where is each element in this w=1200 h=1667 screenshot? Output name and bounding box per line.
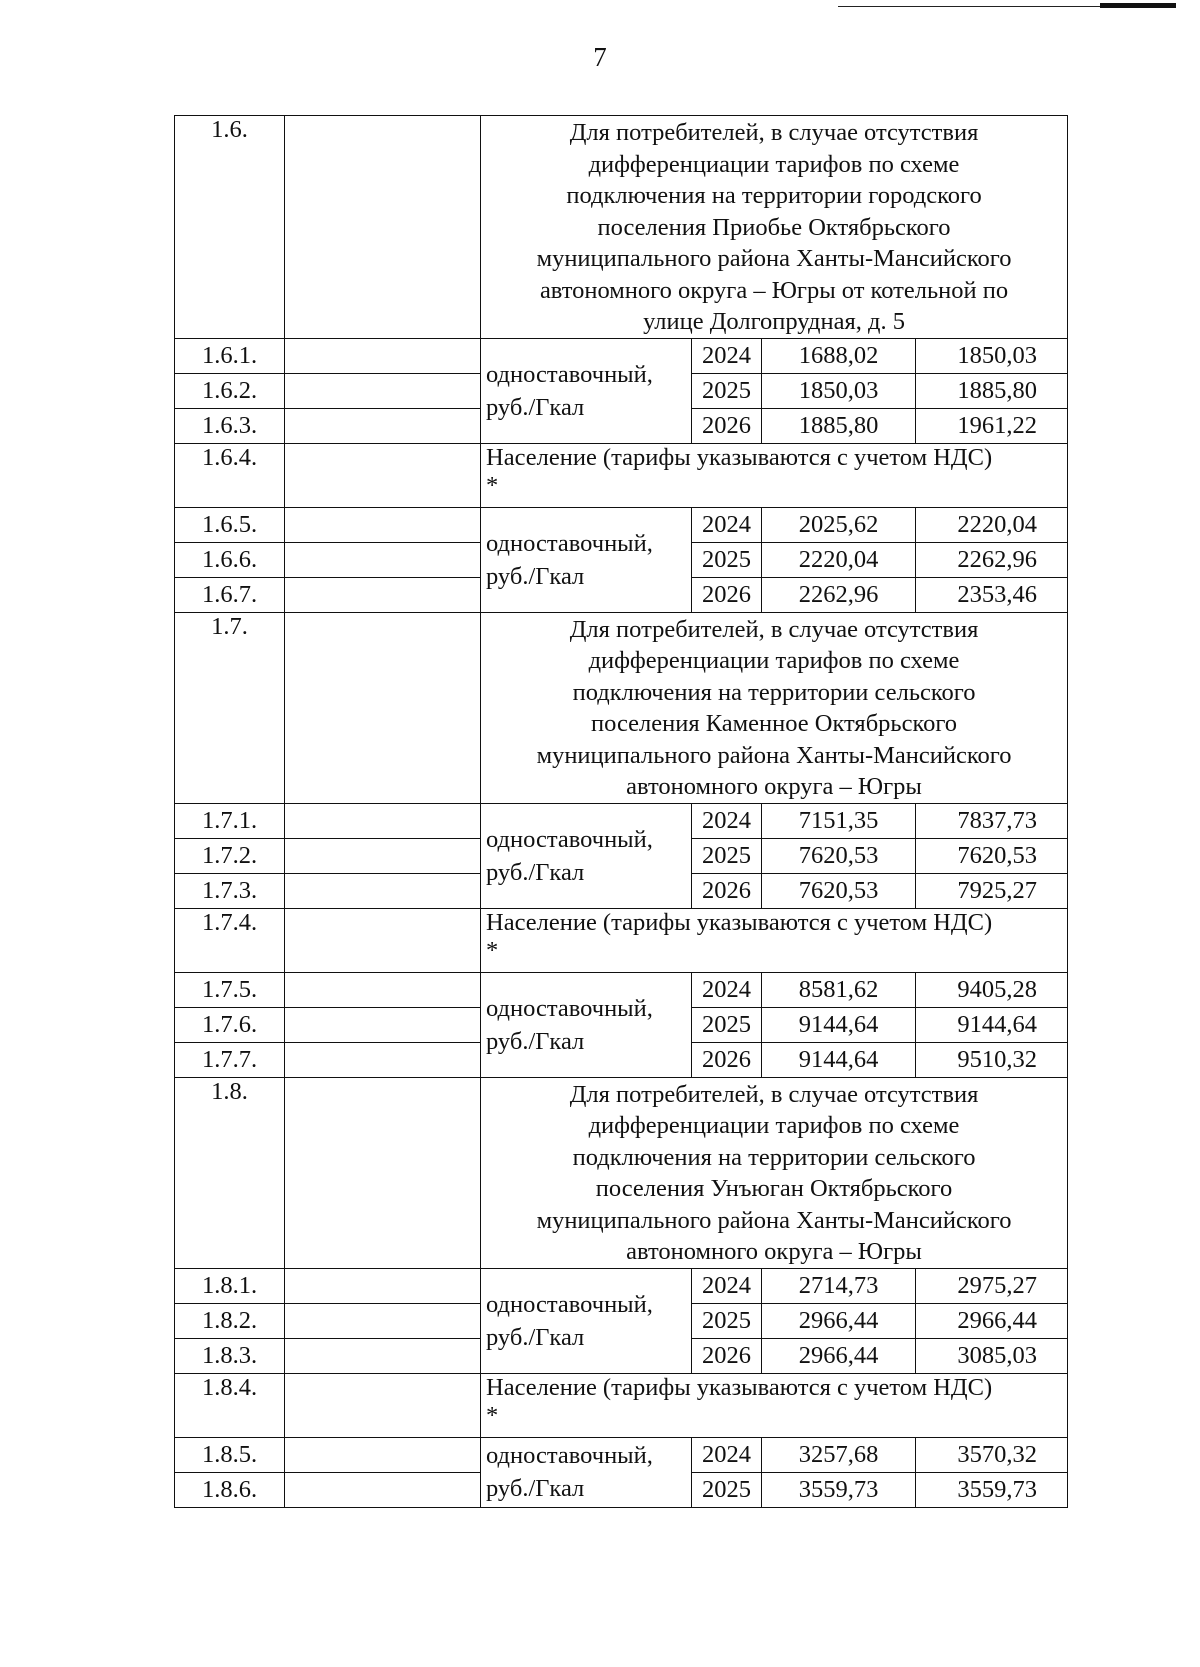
tariff-value-second-half: 3570,32: [916, 1437, 1068, 1472]
text-line: автономного округа – Югры от котельной по: [539, 276, 1009, 304]
year-cell: 2026: [692, 577, 762, 612]
empty-cell: [285, 443, 481, 507]
row-number: 1.7.6.: [175, 1007, 285, 1042]
row-number: 1.7.4.: [175, 908, 285, 972]
text-line: поселения Приобье Октябрьского: [597, 213, 951, 241]
text-line: улице Долгопрудная, д. 5: [643, 308, 905, 335]
text-line: *: [486, 471, 499, 499]
year-cell: 2024: [692, 803, 762, 838]
text-line: муниципального района Ханты-Мансийского: [536, 1206, 1012, 1234]
tariff-table: [174, 115, 1068, 1508]
tariff-type: [481, 1437, 692, 1507]
text-line: Для потребителей, в случае отсутствия: [569, 119, 979, 146]
row-number: 1.6.1.: [175, 338, 285, 373]
tariff-value-first-half: 2966,44: [762, 1338, 916, 1373]
empty-cell: [285, 612, 481, 803]
table-row: [175, 1268, 1068, 1303]
text-line: Население (тарифы указываются с учетом НДС): [486, 908, 993, 936]
year-cell: 2026: [692, 1338, 762, 1373]
empty-cell: [285, 408, 481, 443]
section-description: [481, 612, 1068, 803]
text-line: автономного округа – Югры: [626, 1238, 922, 1265]
tariff-value-second-half: 3559,73: [916, 1472, 1068, 1507]
year-cell: 2025: [692, 1303, 762, 1338]
row-number: 1.7.2.: [175, 838, 285, 873]
table-row: [175, 803, 1068, 838]
tariff-value-second-half: 9510,32: [916, 1042, 1068, 1077]
table-row: [175, 1437, 1068, 1472]
tariff-type: [481, 338, 692, 443]
year-cell: 2025: [692, 1472, 762, 1507]
tariff-type: [481, 803, 692, 908]
row-number: 1.7.1.: [175, 803, 285, 838]
text-line: руб./Гкал: [486, 393, 585, 421]
population-row: [175, 1373, 1068, 1437]
text-line: поселения Каменное Октябрьского: [590, 710, 958, 737]
tariff-value-second-half: 2966,44: [916, 1303, 1068, 1338]
text-line: дифференциации тарифов по схеме: [588, 150, 960, 178]
text-line: *: [486, 1401, 499, 1429]
section-header-row: [175, 612, 1068, 803]
text-line: дифференциации тарифов по схеме: [588, 647, 960, 674]
population-row: [175, 908, 1068, 972]
year-cell: 2025: [692, 373, 762, 408]
text-line: одноставочный,: [486, 1442, 653, 1469]
row-number: 1.7.: [175, 612, 285, 803]
tariff-value-second-half: 2975,27: [916, 1268, 1068, 1303]
text-line: *: [486, 936, 499, 964]
row-number: 1.6.7.: [175, 577, 285, 612]
empty-cell: [285, 1303, 481, 1338]
empty-cell: [285, 373, 481, 408]
tariff-value-second-half: 1850,03: [916, 338, 1068, 373]
row-number: 1.8.6.: [175, 1472, 285, 1507]
year-cell: 2026: [692, 1042, 762, 1077]
empty-cell: [285, 338, 481, 373]
tariff-value-first-half: 2025,62: [762, 507, 916, 542]
population-note: [481, 443, 1068, 507]
tariff-value-first-half: 7151,35: [762, 803, 916, 838]
empty-cell: [285, 116, 481, 339]
tariff-value-second-half: 9405,28: [916, 972, 1068, 1007]
section-description: [481, 116, 1068, 339]
population-note: [481, 1373, 1068, 1437]
section-header-row: [175, 116, 1068, 339]
table-row: [175, 507, 1068, 542]
text-line: руб./Гкал: [486, 1475, 585, 1502]
text-line: автономного округа – Югры: [626, 773, 922, 800]
text-line: одноставочный,: [486, 529, 653, 557]
row-number: 1.6.: [175, 116, 285, 339]
row-number: 1.7.3.: [175, 873, 285, 908]
tariff-value-second-half: 1885,80: [916, 373, 1068, 408]
year-cell: 2025: [692, 542, 762, 577]
tariff-value-second-half: 9144,64: [916, 1007, 1068, 1042]
year-cell: 2024: [692, 972, 762, 1007]
text-line: подключения на территории городского: [566, 182, 982, 209]
empty-cell: [285, 542, 481, 577]
year-cell: 2026: [692, 873, 762, 908]
text-line: муниципального района Ханты-Мансийского: [536, 741, 1012, 769]
text-line: муниципального района Ханты-Мансийского: [536, 245, 1012, 272]
empty-cell: [285, 972, 481, 1007]
text-line: подключения на территории сельского: [572, 1143, 976, 1171]
year-cell: 2024: [692, 1437, 762, 1472]
row-number: 1.7.5.: [175, 972, 285, 1007]
row-number: 1.6.4.: [175, 443, 285, 507]
text-line: одноставочный,: [486, 825, 653, 853]
row-number: 1.8.3.: [175, 1338, 285, 1373]
row-number: 1.8.: [175, 1077, 285, 1268]
year-cell: 2025: [692, 838, 762, 873]
tariff-value-second-half: 2220,04: [916, 507, 1068, 542]
tariff-value-first-half: 2714,73: [762, 1268, 916, 1303]
text-line: одноставочный,: [486, 360, 653, 388]
tariff-value-second-half: 3085,03: [916, 1338, 1068, 1373]
top-rule-mark: [1100, 3, 1176, 8]
tariff-value-first-half: 1688,02: [762, 338, 916, 373]
text-line: Для потребителей, в случае отсутствия: [569, 615, 979, 643]
empty-cell: [285, 507, 481, 542]
text-line: одноставочный,: [486, 1290, 653, 1318]
section-header-row: [175, 1077, 1068, 1268]
population-note: [481, 908, 1068, 972]
tariff-value-first-half: 8581,62: [762, 972, 916, 1007]
text-line: Для потребителей, в случае отсутствия: [569, 1080, 979, 1108]
tariff-value-first-half: 9144,64: [762, 1042, 916, 1077]
empty-cell: [285, 803, 481, 838]
text-line: Население (тарифы указываются с учетом НДС): [486, 1373, 993, 1401]
section-description: [481, 1077, 1068, 1268]
tariff-value-first-half: 7620,53: [762, 838, 916, 873]
tariff-value-first-half: 3559,73: [762, 1472, 916, 1507]
year-cell: 2024: [692, 1268, 762, 1303]
tariff-value-second-half: 2353,46: [916, 577, 1068, 612]
page-number: 7: [593, 42, 607, 72]
empty-cell: [285, 1373, 481, 1437]
year-cell: 2026: [692, 408, 762, 443]
empty-cell: [285, 1077, 481, 1268]
text-line: руб./Гкал: [486, 1027, 585, 1055]
tariff-value-second-half: 7837,73: [916, 803, 1068, 838]
text-line: поселения Унъюган Октябрьского: [595, 1175, 953, 1202]
tariff-value-second-half: 7620,53: [916, 838, 1068, 873]
row-number: 1.6.3.: [175, 408, 285, 443]
tariff-value-first-half: 1850,03: [762, 373, 916, 408]
empty-cell: [285, 577, 481, 612]
empty-cell: [285, 1472, 481, 1507]
row-number: 1.6.6.: [175, 542, 285, 577]
tariff-value-second-half: 2262,96: [916, 542, 1068, 577]
row-number: 1.6.5.: [175, 507, 285, 542]
empty-cell: [285, 1007, 481, 1042]
tariff-value-second-half: 7925,27: [916, 873, 1068, 908]
empty-cell: [285, 908, 481, 972]
tariff-value-first-half: 2220,04: [762, 542, 916, 577]
year-cell: 2024: [692, 507, 762, 542]
tariff-value-first-half: 2966,44: [762, 1303, 916, 1338]
text-line: дифференциации тарифов по схеме: [588, 1112, 960, 1139]
table-row: [175, 338, 1068, 373]
empty-cell: [285, 838, 481, 873]
tariff-value-first-half: 2262,96: [762, 577, 916, 612]
row-number: 1.8.2.: [175, 1303, 285, 1338]
text-line: одноставочный,: [486, 994, 653, 1022]
empty-cell: [285, 1437, 481, 1472]
tariff-type: [481, 972, 692, 1077]
tariff-type: [481, 1268, 692, 1373]
empty-cell: [285, 1042, 481, 1077]
text-line: руб./Гкал: [486, 1323, 585, 1351]
tariff-value-first-half: 7620,53: [762, 873, 916, 908]
tariff-type: [481, 507, 692, 612]
tariff-value-first-half: 3257,68: [762, 1437, 916, 1472]
text-line: руб./Гкал: [486, 858, 585, 886]
tariff-value-first-half: 1885,80: [762, 408, 916, 443]
row-number: 1.7.7.: [175, 1042, 285, 1077]
table-row: [175, 972, 1068, 1007]
empty-cell: [285, 873, 481, 908]
row-number: 1.8.5.: [175, 1437, 285, 1472]
row-number: 1.8.1.: [175, 1268, 285, 1303]
row-number: 1.8.4.: [175, 1373, 285, 1437]
text-line: подключения на территории сельского: [572, 678, 976, 706]
empty-cell: [285, 1268, 481, 1303]
population-row: [175, 443, 1068, 507]
year-cell: 2024: [692, 338, 762, 373]
tariff-value-second-half: 1961,22: [916, 408, 1068, 443]
tariff-value-first-half: 9144,64: [762, 1007, 916, 1042]
text-line: Население (тарифы указываются с учетом НДС): [486, 443, 993, 471]
row-number: 1.6.2.: [175, 373, 285, 408]
year-cell: 2025: [692, 1007, 762, 1042]
empty-cell: [285, 1338, 481, 1373]
text-line: руб./Гкал: [486, 562, 585, 590]
